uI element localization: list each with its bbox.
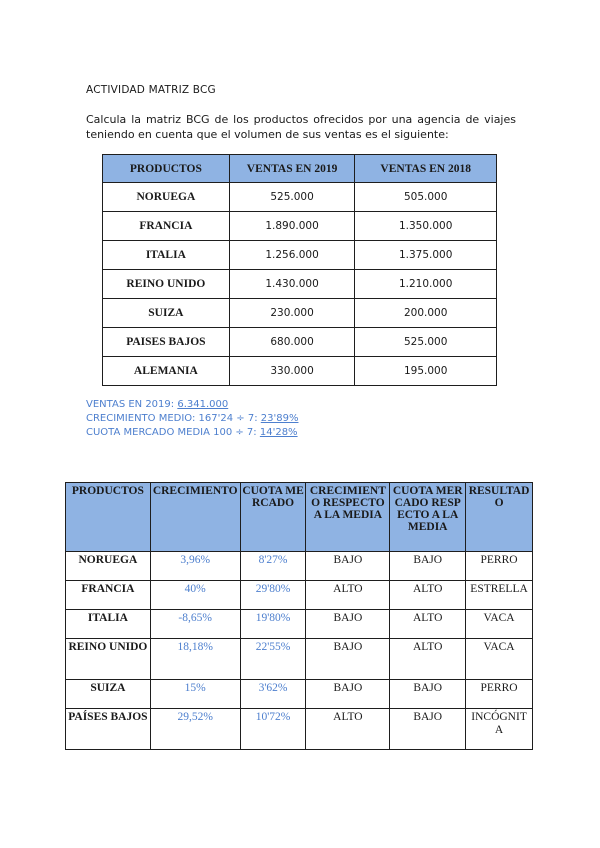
- header-ventas-2018: VENTAS EN 2018: [355, 155, 497, 183]
- sales-2019: 525.000: [229, 183, 355, 212]
- cuota-cell: 22'55%: [240, 639, 306, 680]
- header-cuota-media: CUOTA MERCADO RESPECTO A LA MEDIA: [390, 483, 466, 552]
- product-name: NORUEGA: [66, 552, 151, 581]
- cuota-media-cell: BAJO: [390, 552, 466, 581]
- summary-crecimiento: [86, 412, 298, 426]
- summary-block: [86, 398, 298, 440]
- header-cuota-mercado: CUOTA MERCADO: [240, 483, 306, 552]
- table-row: [66, 581, 533, 610]
- sales-2018: 200.000: [355, 299, 497, 328]
- header-ventas-2019: VENTAS EN 2019: [229, 155, 355, 183]
- table-row: [103, 183, 497, 212]
- sales-2019: 1.430.000: [229, 270, 355, 299]
- table-row: [66, 552, 533, 581]
- product-name: FRANCIA: [66, 581, 151, 610]
- resultado-cell: INCÓGNITA: [466, 709, 533, 750]
- product-name: PAÍSES BAJOS: [66, 709, 151, 750]
- cuota-media-cell: ALTO: [390, 610, 466, 639]
- header-crecimiento-media: CRECIMIENTO RESPECTO A LA MEDIA: [306, 483, 390, 552]
- cuota-media-cell: ALTO: [390, 581, 466, 610]
- product-name: FRANCIA: [103, 212, 230, 241]
- crecimiento-cell: 15%: [150, 680, 240, 709]
- table-row: [103, 299, 497, 328]
- table-row: [66, 639, 533, 680]
- ventas-label: VENTAS EN 2019:: [86, 399, 175, 410]
- sales-2019: 680.000: [229, 328, 355, 357]
- sales-2018: 195.000: [355, 357, 497, 386]
- cuota-label: CUOTA MERCADO MEDIA 100 ÷ 7:: [86, 427, 257, 438]
- crecimiento-media-cell: ALTO: [306, 581, 390, 610]
- cuota-cell: 29'80%: [240, 581, 306, 610]
- sales-2019: 1.256.000: [229, 241, 355, 270]
- sales-2019: 230.000: [229, 299, 355, 328]
- sales-2018: 1.350.000: [355, 212, 497, 241]
- table-row: [66, 680, 533, 709]
- cuota-cell: 19'80%: [240, 610, 306, 639]
- table-row: [66, 709, 533, 750]
- product-name: SUIZA: [103, 299, 230, 328]
- cuota-media-cell: BAJO: [390, 709, 466, 750]
- table-row: [103, 212, 497, 241]
- sales-2019: 1.890.000: [229, 212, 355, 241]
- product-name: ITALIA: [66, 610, 151, 639]
- sales-2018: 1.210.000: [355, 270, 497, 299]
- product-name: ALEMANIA: [103, 357, 230, 386]
- product-name: NORUEGA: [103, 183, 230, 212]
- crecimiento-media-cell: BAJO: [306, 610, 390, 639]
- resultado-cell: VACA: [466, 639, 533, 680]
- cuota-cell: 8'27%: [240, 552, 306, 581]
- crecimiento-media-cell: BAJO: [306, 680, 390, 709]
- cuota-cell: 3'62%: [240, 680, 306, 709]
- resultado-cell: PERRO: [466, 680, 533, 709]
- table-row: [103, 270, 497, 299]
- header-crecimiento: CRECIMIENTO: [150, 483, 240, 552]
- sales-2018: 505.000: [355, 183, 497, 212]
- sales-table-header: [103, 155, 497, 183]
- resultado-cell: ESTRELLA: [466, 581, 533, 610]
- crecimiento-cell: -8,65%: [150, 610, 240, 639]
- product-name: SUIZA: [66, 680, 151, 709]
- crecimiento-cell: 3,96%: [150, 552, 240, 581]
- summary-ventas: [86, 398, 298, 412]
- table-row: [66, 610, 533, 639]
- header-productos: PRODUCTOS: [103, 155, 230, 183]
- header-productos: PRODUCTOS: [66, 483, 151, 552]
- crecimiento-media-cell: BAJO: [306, 639, 390, 680]
- crecimiento-cell: 40%: [150, 581, 240, 610]
- bcg-table: [65, 482, 533, 750]
- crecimiento-media-cell: ALTO: [306, 709, 390, 750]
- product-name: REINO UNIDO: [103, 270, 230, 299]
- cuota-cell: 10'72%: [240, 709, 306, 750]
- resultado-cell: VACA: [466, 610, 533, 639]
- bcg-table-header: [66, 483, 533, 552]
- product-name: REINO UNIDO: [66, 639, 151, 680]
- intro-paragraph: Calcula la matriz BCG de los productos ofrecidos por una agencia de viajes teniendo en cuenta que el volumen de sus ventas es el siguiente:: [86, 113, 516, 141]
- table-row: [103, 328, 497, 357]
- summary-cuota: [86, 426, 298, 440]
- cuota-media-cell: BAJO: [390, 680, 466, 709]
- sales-table: [102, 154, 497, 386]
- ventas-value: 6.341.000: [177, 399, 229, 410]
- crecimiento-media-cell: BAJO: [306, 552, 390, 581]
- document-title: ACTIVIDAD MATRIZ BCG: [86, 84, 216, 96]
- resultado-cell: PERRO: [466, 552, 533, 581]
- product-name: ITALIA: [103, 241, 230, 270]
- sales-2018: 525.000: [355, 328, 497, 357]
- product-name: PAISES BAJOS: [103, 328, 230, 357]
- crecimiento-cell: 18,18%: [150, 639, 240, 680]
- sales-2019: 330.000: [229, 357, 355, 386]
- crecimiento-label: CRECIMIENTO MEDIO: 167'24 ÷ 7:: [86, 413, 258, 424]
- crecimiento-cell: 29,52%: [150, 709, 240, 750]
- cuota-value: 14'28%: [259, 427, 298, 438]
- table-row: [103, 357, 497, 386]
- header-resultado: RESULTADO: [466, 483, 533, 552]
- sales-2018: 1.375.000: [355, 241, 497, 270]
- crecimiento-value: 23'89%: [260, 413, 299, 424]
- cuota-media-cell: ALTO: [390, 639, 466, 680]
- table-row: [103, 241, 497, 270]
